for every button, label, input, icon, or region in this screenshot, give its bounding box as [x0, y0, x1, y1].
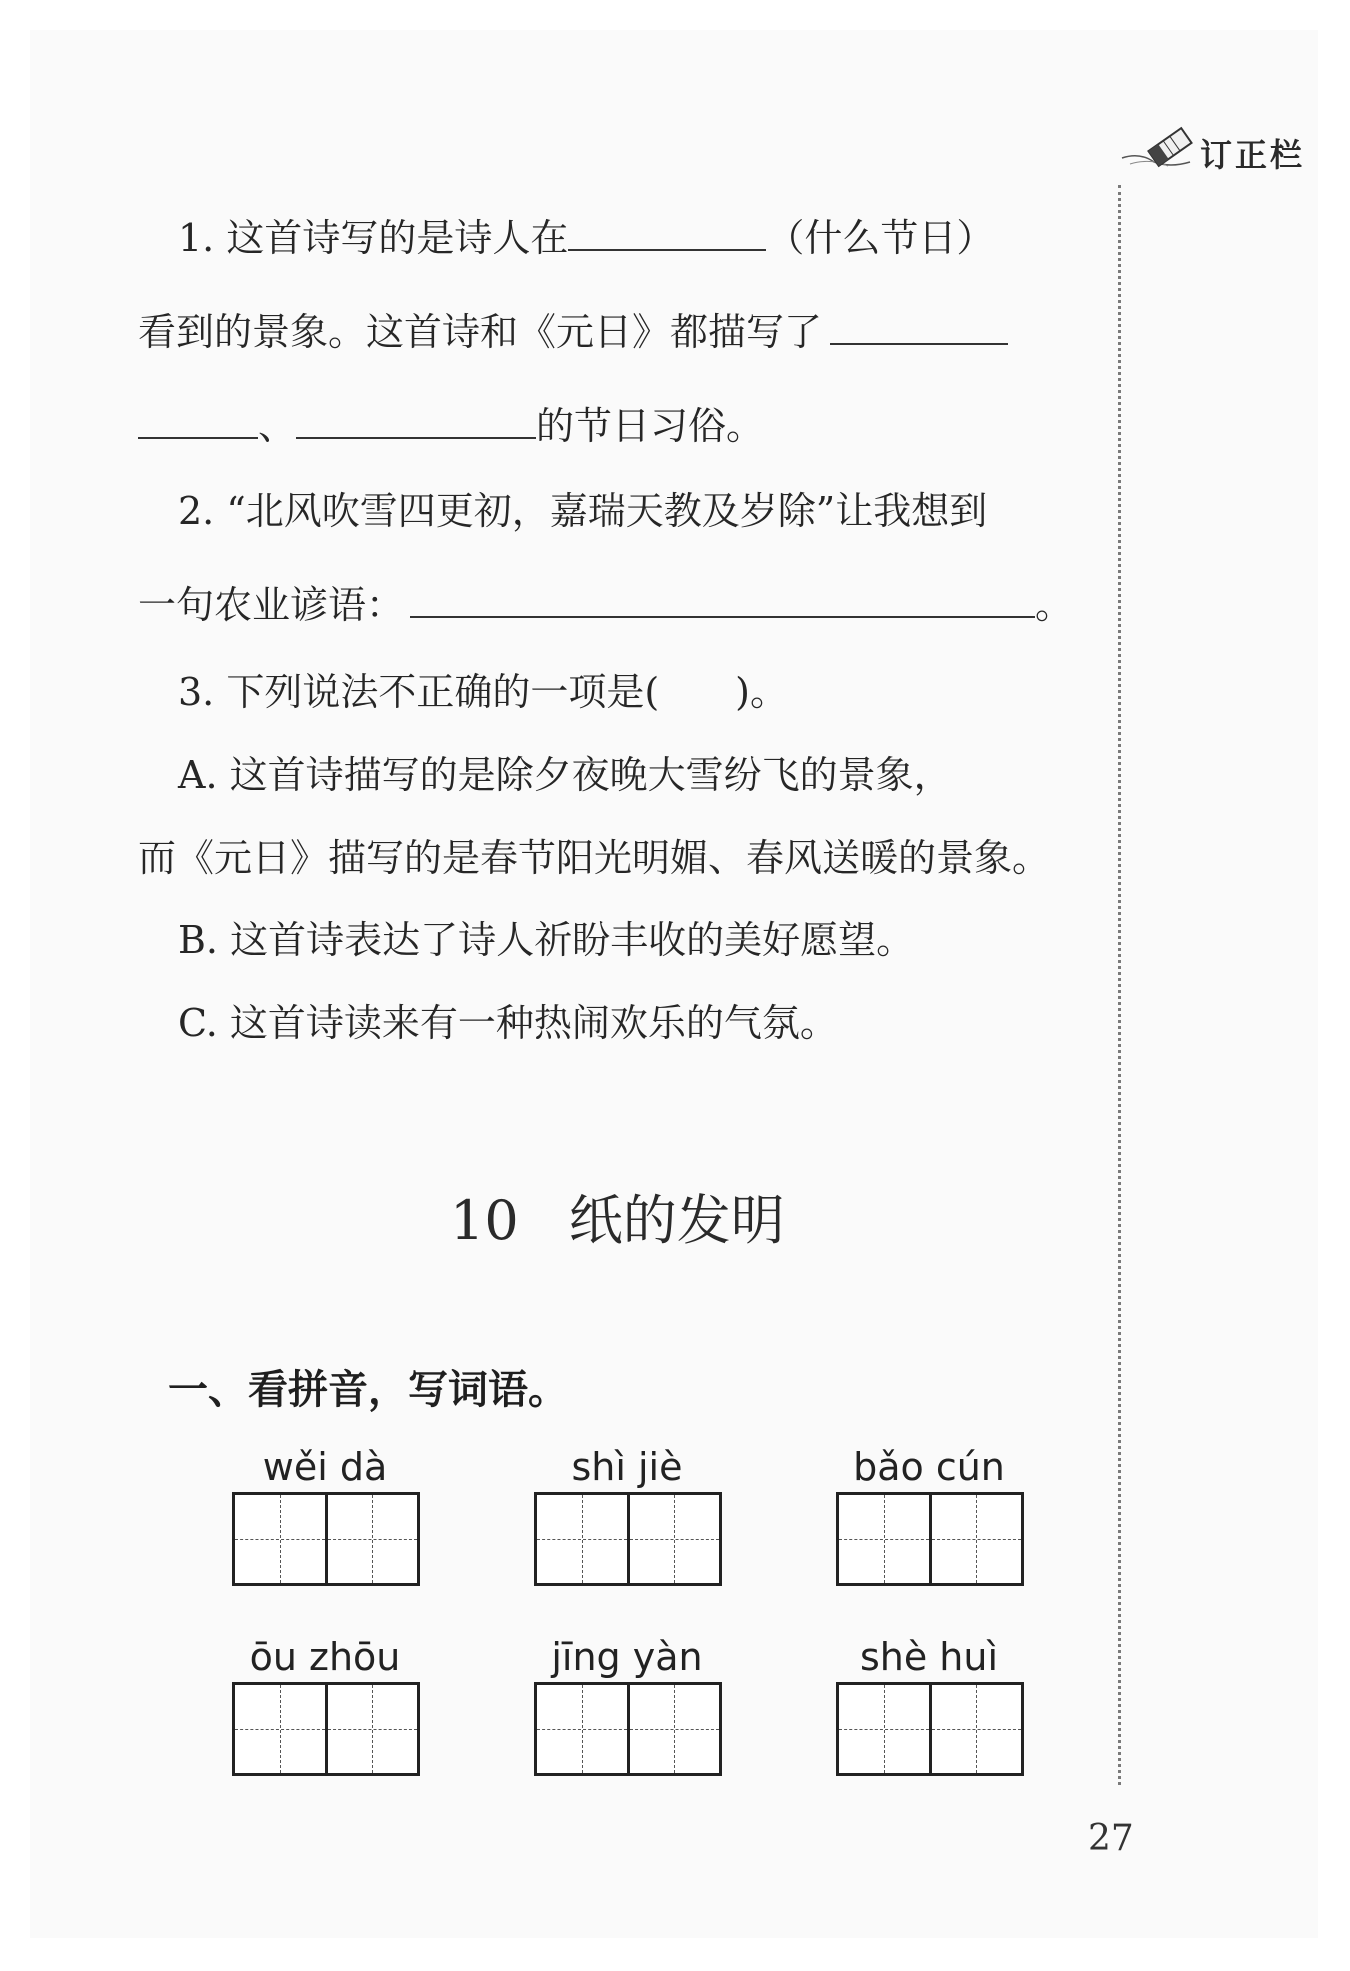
q1-festival-blank[interactable]	[568, 213, 766, 251]
q1-line1	[178, 213, 994, 263]
grid-cell[interactable]	[235, 1495, 325, 1583]
q2-line2	[138, 580, 1073, 630]
grid-cell[interactable]	[929, 1685, 1022, 1773]
q3-option-a-text1: A. 这首诗描写的是除夕夜晚大雪纷飞的景象，	[178, 753, 952, 797]
q3-option-c	[178, 998, 838, 1048]
q1-custom-blank-1[interactable]	[830, 307, 1008, 345]
correction-column-divider	[1118, 185, 1121, 1785]
writing-grid[interactable]	[232, 1492, 420, 1586]
pinyin-label: wěi dà	[262, 1445, 388, 1489]
q1-line1-suffix: （什么节日）	[766, 216, 995, 260]
q3-option-b	[178, 915, 914, 965]
pinyin-label: shì jiè	[571, 1445, 683, 1489]
word-item	[834, 1442, 1024, 1586]
writing-grid[interactable]	[534, 1492, 722, 1586]
grid-cell[interactable]	[325, 1685, 418, 1773]
q3-option-a-line1	[178, 750, 952, 800]
writing-grid[interactable]	[836, 1492, 1024, 1586]
pinyin-label: bǎo cún	[853, 1445, 1005, 1489]
lesson-name: 纸的发明	[568, 1189, 785, 1252]
section-heading: 一、看拼音，写词语。	[168, 1367, 568, 1413]
grid-cell[interactable]	[929, 1495, 1022, 1583]
q2-line2-suffix: 。	[1035, 583, 1074, 627]
q3-option-a-text2: 而《元日》描写的是春节阳光明媚、春风送暖的景象。	[138, 836, 1051, 880]
q1-line3	[138, 401, 764, 451]
pinyin-label: shè huì	[859, 1635, 999, 1679]
grid-cell[interactable]	[839, 1495, 929, 1583]
word-item	[532, 1442, 722, 1586]
q2-line1-text: 2. “北风吹雪四更初，嘉瑞天教及岁除”让我想到	[178, 489, 988, 533]
writing-grid[interactable]	[534, 1682, 722, 1776]
lesson-title	[450, 1178, 785, 1255]
q3-stem	[178, 667, 788, 717]
q3-option-a-line2	[138, 833, 1050, 883]
grid-cell[interactable]	[537, 1495, 627, 1583]
word-item	[230, 1632, 420, 1776]
q2-line1	[178, 486, 987, 536]
q1-line3-suffix: 的节日习俗。	[536, 404, 765, 448]
grid-cell[interactable]	[325, 1495, 418, 1583]
grid-cell[interactable]	[537, 1685, 627, 1773]
grid-cell[interactable]	[627, 1685, 720, 1773]
q1-custom-blank-2[interactable]	[138, 401, 258, 439]
page-number: 27	[1088, 1818, 1134, 1859]
q1-line1-prefix: 1. 这首诗写的是诗人在	[178, 216, 569, 260]
word-item	[532, 1632, 722, 1776]
q1-line2-text: 看到的景象。这首诗和《元日》都描写了	[138, 310, 823, 354]
correction-column-title: 订正栏	[1200, 136, 1306, 174]
q1-custom-blank-3[interactable]	[296, 401, 536, 439]
grid-cell[interactable]	[627, 1495, 720, 1583]
pinyin-label: ōu zhōu	[249, 1635, 401, 1679]
q2-line2-prefix: 一句农业谚语：	[138, 583, 405, 627]
q1-line3-sep: 、	[258, 404, 297, 448]
pinyin-label: jīng yàn	[551, 1635, 703, 1679]
grid-cell[interactable]	[235, 1685, 325, 1773]
q2-proverb-blank[interactable]	[410, 580, 1035, 618]
lesson-number: 10	[450, 1189, 519, 1252]
grid-cell[interactable]	[839, 1685, 929, 1773]
word-item	[230, 1442, 420, 1586]
q3-stem-text: 3. 下列说法不正确的一项是( )。	[178, 670, 788, 714]
word-item	[834, 1632, 1024, 1776]
q1-line2	[138, 307, 1008, 357]
writing-grid[interactable]	[232, 1682, 420, 1776]
q3-option-b-text: B. 这首诗表达了诗人祈盼丰收的美好愿望。	[178, 918, 915, 962]
pencil-eraser-icon	[1120, 122, 1200, 182]
writing-grid[interactable]	[836, 1682, 1024, 1776]
q3-option-c-text: C. 这首诗读来有一种热闹欢乐的气氛。	[178, 1001, 838, 1045]
correction-column-header	[1120, 122, 1348, 192]
workbook-page	[30, 30, 1318, 1938]
